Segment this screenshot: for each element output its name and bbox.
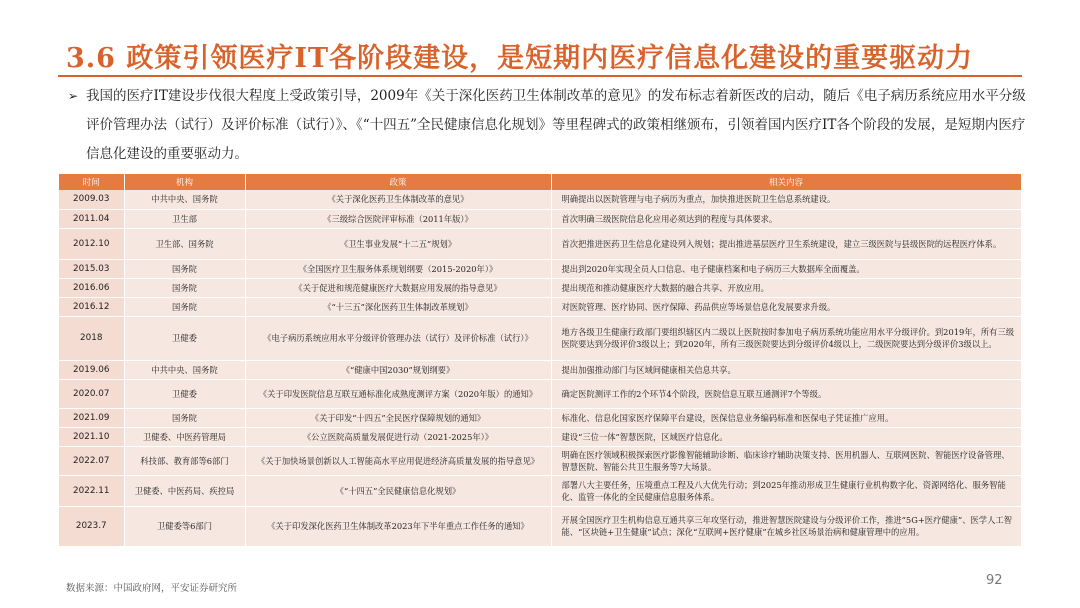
content-cell: 开展全国医疗卫生机构信息互通共享三年攻坚行动，推进智慧医院建设与分级评价工作，推进“5G+医疗健康”、医学人工智能、“区块链+卫生健康”试点；深化“互联网+医疗健康”在城乡社区场景治病和健康管理中的应用。: [551, 506, 1021, 546]
policy-cell: 《全国医疗卫生服务体系规划纲要（2015-2020年）》: [245, 259, 551, 278]
content-cell: 明确在医疗领域积极探索医疗影像智能辅助诊断、临床诊疗辅助决策支持、医用机器人、互联网医院、智能医疗设备管理、智慧医院、智能公共卫生服务等7大场景。: [551, 446, 1021, 475]
table-header-row: [59, 174, 1021, 190]
header-time: 时间: [59, 174, 124, 190]
policy-cell: 《关于印发深化医药卫生体制改革2023年下半年重点工作任务的通知》: [245, 506, 551, 546]
org-cell: 卫生部: [124, 209, 245, 228]
policy-cell: 《公立医院高质量发展促进行动（2021-2025年）》: [245, 427, 551, 446]
org-cell: 卫健委: [124, 379, 245, 408]
policy-cell: 《关于印发“十四五”全民医疗保障规划的通知》: [245, 408, 551, 427]
time-cell: 2022.11: [59, 475, 124, 506]
policy-cell: 《卫生事业发展“十二五”规划》: [245, 228, 551, 259]
table-row: [59, 379, 1021, 408]
content-cell: 提出到2020年实现全员人口信息、电子健康档案和电子病历三大数据库全面覆盖。: [551, 259, 1021, 278]
source-note: 数据来源：中国政府网，平安证券研究所: [66, 583, 238, 594]
content-cell: 确定医院测评工作的2个环节4个阶段，医院信息互联互通测评7个等级。: [551, 379, 1021, 408]
table-row: [59, 427, 1021, 446]
policy-cell: 《“健康中国2030”规划纲要》: [245, 360, 551, 379]
time-cell: 2021.09: [59, 408, 124, 427]
policy-cell: 《三级综合医院评审标准（2011年版）》: [245, 209, 551, 228]
table-row: [59, 475, 1021, 506]
org-cell: 卫健委、中医药局、疾控局: [124, 475, 245, 506]
time-cell: 2023.7: [59, 506, 124, 546]
org-cell: 中共中央、国务院: [124, 360, 245, 379]
time-cell: 2011.04: [59, 209, 124, 228]
header-content: 相关内容: [551, 174, 1021, 190]
content-cell: 部署八大主要任务，压境重点工程及八大优先行动；到2025年推动形成卫生健康行业机构数字化、资源网络化、服务智能化、监管一体化的全民健康信息服务体系。: [551, 475, 1021, 506]
policy-cell: 《电子病历系统应用水平分级评价管理办法（试行）及评价标准（试行）》: [245, 316, 551, 360]
intro-text: 我国的医疗IT建设步伐很大程度上受政策引导，2009年《关于深化医药卫生体制改革的意见》的发布标志着新医改的启动，随后《电子病历系统应用水平分级评价管理办法（试行）及评价标准（试行）》、《“十四五”全民健康信息化规划》等里程碑式的政策相继颁布，引领着国内医疗IT各个阶段的发展，是短期内医疗信息化建设的重要驱动力。: [86, 88, 1026, 162]
time-cell: 2015.03: [59, 259, 124, 278]
time-cell: 2022.07: [59, 446, 124, 475]
table-row: [59, 278, 1021, 297]
org-cell: 国务院: [124, 278, 245, 297]
policy-cell: 《关于深化医药卫生体制改革的意见》: [245, 190, 551, 209]
policy-cell: 《“十三五”深化医药卫生体制改革规划》: [245, 297, 551, 316]
header-policy: 政策: [245, 174, 551, 190]
time-cell: 2018: [59, 316, 124, 360]
header-org: 机构: [124, 174, 245, 190]
table-row: [59, 506, 1021, 546]
time-cell: 2021.10: [59, 427, 124, 446]
table-row: [59, 360, 1021, 379]
table-row: [59, 228, 1021, 259]
content-cell: 对医院管理、医疗协同、医疗保障、药品供应等场景信息化发展要求升级。: [551, 297, 1021, 316]
content-cell: 明确提出以医院管理与电子病历为重点，加快推进医院卫生信息系统建设。: [551, 190, 1021, 209]
page-number: 92: [986, 573, 1003, 588]
policy-cell: 《关于印发医院信息互联互通标准化成熟度测评方案（2020年版）的通知》: [245, 379, 551, 408]
content-cell: 建设“三位一体”智慧医院，区域医疗信息化。: [551, 427, 1021, 446]
content-cell: 首次把推进医药卫生信息化建设列入规划；提出推进基层医疗卫生系统建设，建立三级医院与县级医院的远程医疗体系。: [551, 228, 1021, 259]
bullet-arrow-icon: ➢: [68, 89, 79, 103]
table-row: [59, 316, 1021, 360]
org-cell: 卫健委、中医药管理局: [124, 427, 245, 446]
table-row: [59, 190, 1021, 209]
time-cell: 2016.12: [59, 297, 124, 316]
content-cell: 首次明确三级医院信息化应用必须达到的程度与具体要求。: [551, 209, 1021, 228]
org-cell: 国务院: [124, 297, 245, 316]
policy-cell: 《关于加快场景创新以人工智能高水平应用促进经济高质量发展的指导意见》: [245, 446, 551, 475]
content-cell: 提出规范和推动健康医疗大数据的融合共享、开放应用。: [551, 278, 1021, 297]
time-cell: 2009.03: [59, 190, 124, 209]
page-title: 3.6 政策引领医疗IT各阶段建设，是短期内医疗信息化建设的重要驱动力: [66, 43, 974, 74]
table-row: [59, 259, 1021, 278]
org-cell: 卫生部、国务院: [124, 228, 245, 259]
time-cell: 2020.07: [59, 379, 124, 408]
table-body: [59, 190, 1021, 546]
table-row: [59, 209, 1021, 228]
time-cell: 2016.06: [59, 278, 124, 297]
table-row: [59, 446, 1021, 475]
table-row: [59, 408, 1021, 427]
org-cell: 国务院: [124, 408, 245, 427]
policy-cell: 《“十四五”全民健康信息化规划》: [245, 475, 551, 506]
org-cell: 卫健委等6部门: [124, 506, 245, 546]
org-cell: 卫健委: [124, 316, 245, 360]
content-cell: 地方各级卫生健康行政部门要组织辖区内二级以上医院按时参加电子病历系统功能应用水平分级评价。到2019年，所有三级医院要达到分级评价3级以上；到2020年，所有三级医院要达到分级评价4级以上，二级医院要达到分级评价3级以上。: [551, 316, 1021, 360]
time-cell: 2012.10: [59, 228, 124, 259]
content-cell: 标准化、信息化国家医疗保障平台建设，医保信息业务编码标准和医保电子凭证推广应用。: [551, 408, 1021, 427]
intro-paragraph: [68, 82, 1028, 169]
org-cell: 中共中央、国务院: [124, 190, 245, 209]
table-row: [59, 297, 1021, 316]
time-cell: 2019.06: [59, 360, 124, 379]
content-cell: 提出加强推动部门与区域间健康相关信息共享。: [551, 360, 1021, 379]
org-cell: 科技部、教育部等6部门: [124, 446, 245, 475]
policy-table: [59, 174, 1022, 547]
org-cell: 国务院: [124, 259, 245, 278]
title-divider: [58, 75, 1022, 77]
policy-cell: 《关于促进和规范健康医疗大数据应用发展的指导意见》: [245, 278, 551, 297]
